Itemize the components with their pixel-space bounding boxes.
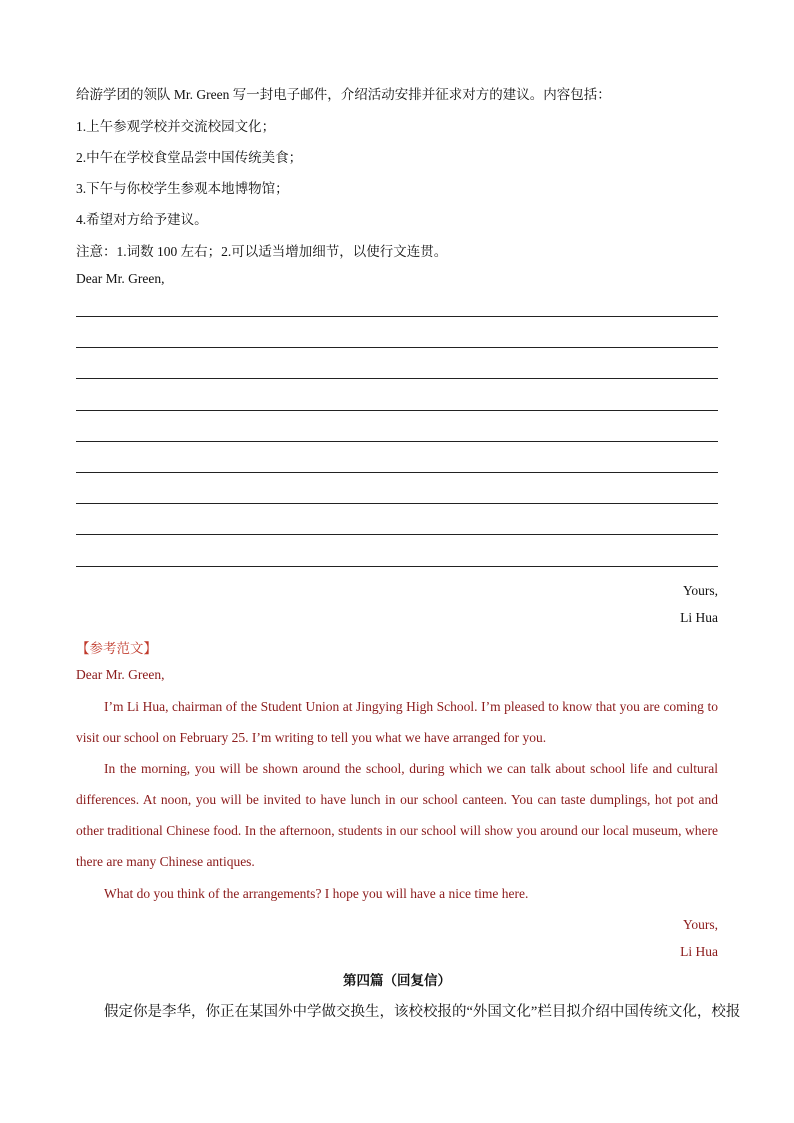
writing-line — [76, 472, 718, 473]
sample-paragraph: In the morning, you will be shown around the school, during which we can talk about school life and cultural differences. At noon, you will be invited to have lunch in our school canteen. You can taste dumplings, hot pot and other traditional Chinese food. In the afternoon, students in our school will show you around our local museum, where there are many Chinese antiques. — [76, 761, 718, 869]
writing-line — [76, 441, 718, 442]
sample-paragraph: I’m Li Hua, chairman of the Student Union at Jingying High School. I’m pleased to know that you are coming to visit our school on February 25. I’m writing to tell you what we have arranged for you. — [76, 699, 718, 745]
writing-line — [76, 566, 718, 567]
sample-paragraph: What do you think of the arrangements? I hope you will have a nice time here. — [104, 886, 529, 901]
next-task-text: 假定你是李华，你正在某国外中学做交换生，该校校报的“外国文化”栏目拟介绍中国传统文化，校报 — [104, 1004, 741, 1020]
task-item: 1.上午参观学校并交流校园文化； — [76, 119, 276, 134]
task-closing: Yours, — [682, 583, 718, 598]
sample-closing: Yours, — [682, 917, 718, 932]
writing-line — [76, 534, 718, 535]
section-title: 第四篇（回复信） — [343, 973, 451, 988]
task-item: 3.下午与你校学生参观本地博物馆； — [76, 181, 289, 196]
writing-line — [76, 378, 718, 379]
task-intro: 给游学团的领队 Mr. Green 写一封电子邮件，介绍活动安排并征求对方的建议。内容包括： — [76, 87, 611, 102]
task-signature: Li Hua — [680, 610, 718, 625]
writing-line — [76, 503, 718, 504]
sample-salutation: Dear Mr. Green, — [76, 667, 165, 682]
sample-signature: Li Hua — [680, 944, 718, 959]
task-item: 2.中午在学校食堂品尝中国传统美食； — [76, 150, 303, 165]
task-item: 4.希望对方给予建议。 — [76, 212, 208, 227]
sample-heading: 【参考范文】 — [76, 641, 157, 656]
task-note: 注意：1.词数 100 左右；2.可以适当增加细节，以使行文连贯。 — [76, 244, 448, 259]
task-salutation: Dear Mr. Green, — [76, 271, 165, 286]
writing-line — [76, 347, 718, 348]
writing-line — [76, 410, 718, 411]
writing-line — [76, 316, 718, 317]
